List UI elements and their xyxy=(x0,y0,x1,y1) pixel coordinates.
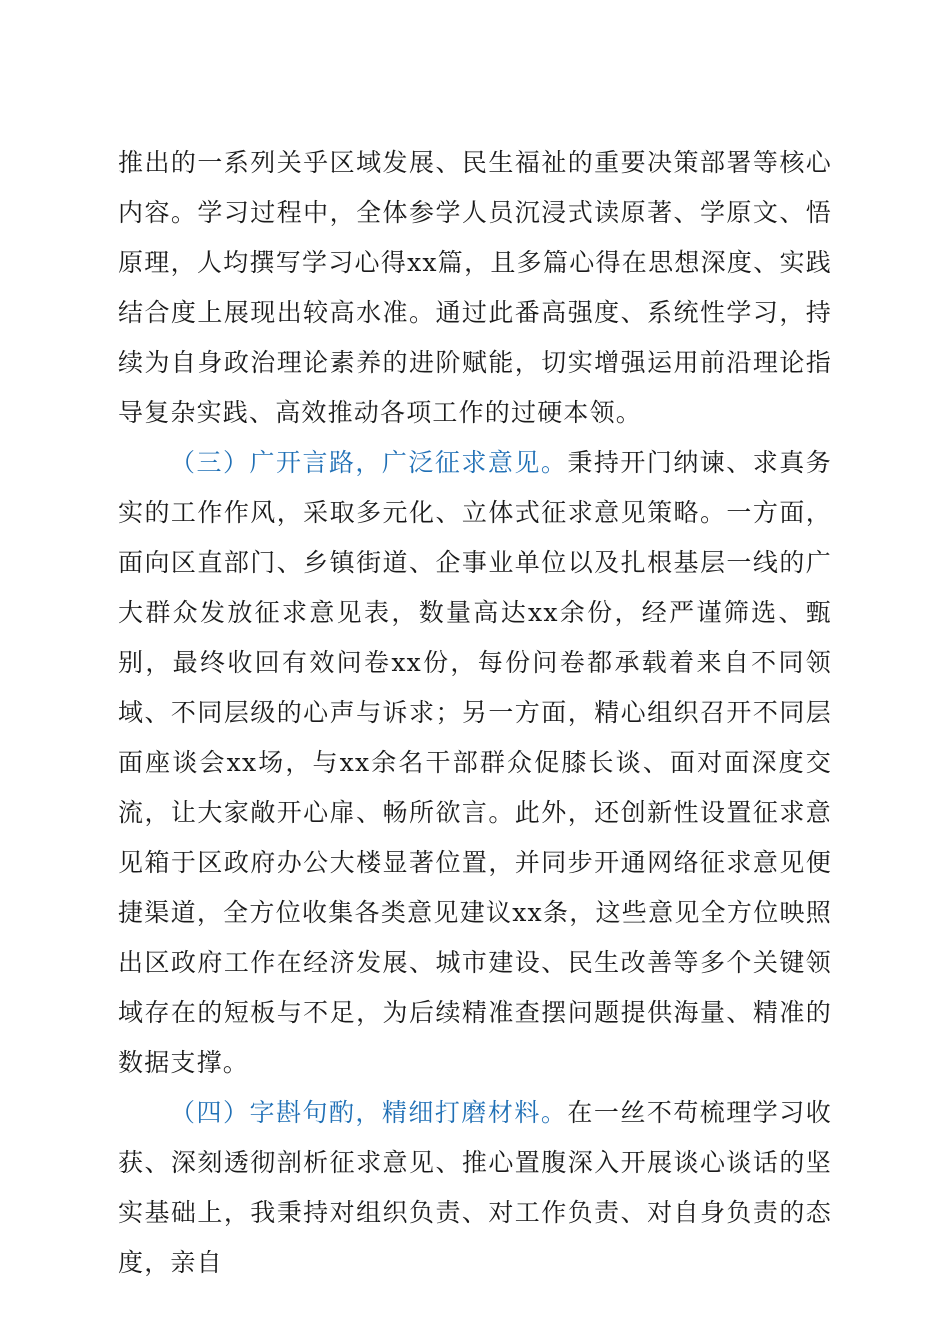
paragraph-section-three xyxy=(118,438,832,1088)
paragraph-text: 秉持开门纳谏、求真务实的工作作风，采取多元化、立体式征求意见策略。一方面，面向区直部门、乡镇街道、企事业单位以及扎根基层一线的广大群众发放征求意见表，数量高达xx余份，经严谨筛选、甄别，最终收回有效问卷xx份，每份问卷都承载着来自不同领域、不同层级的心声与诉求；另一方面，精心组织召开不同层面座谈会xx场，与xx余名干部群众促膝长谈、面对面深度交流，让大家敞开心扉、畅所欲言。此外，还创新性设置征求意见箱于区政府办公大楼显著位置，并同步开通网络征求意见便捷渠道，全方位收集各类意见建议xx条，这些意见全方位映照出区政府工作在经济发展、城市建设、民生改善等多个关键领域存在的短板与不足，为后续精准查摆问题提供海量、精准的数据支撑。 xyxy=(118,448,832,1077)
document-body xyxy=(118,138,832,1288)
paragraph-continuation xyxy=(118,138,832,438)
section-heading-three: （三）广开言路，广泛征求意见。 xyxy=(170,448,568,477)
section-heading-four: （四）字斟句酌，精细打磨材料。 xyxy=(170,1098,568,1127)
paragraph-text: 在一丝不苟梳理学习收获、深刻透彻剖析征求意见、推心置腹深入开展谈心谈话的坚实基础上，我秉持对组织负责、对工作负责、对自身负责的态度，亲自 xyxy=(118,1098,832,1277)
paragraph-section-four xyxy=(118,1088,832,1288)
paragraph-text: 推出的一系列关乎区域发展、民生福祉的重要决策部署等核心内容。学习过程中，全体参学人员沉浸式读原著、学原文、悟原理，人均撰写学习心得xx篇，且多篇心得在思想深度、实践结合度上展现出较高水准。通过此番高强度、系统性学习，持续为自身政治理论素养的进阶赋能，切实增强运用前沿理论指导复杂实践、高效推动各项工作的过硬本领。 xyxy=(118,148,832,427)
